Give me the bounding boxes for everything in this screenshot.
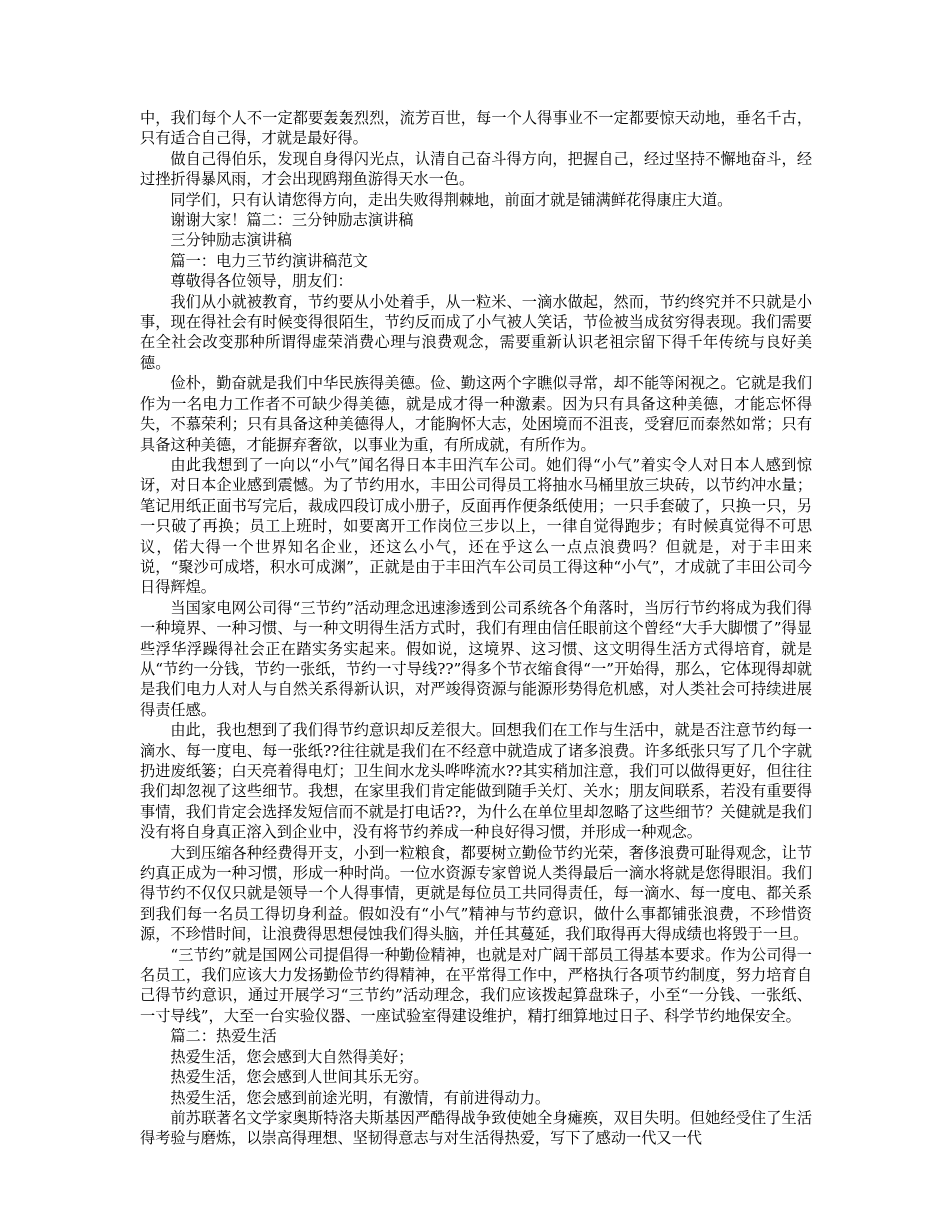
paragraph: 我们从小就被教育，节约要从小处着手，从一粒米、一滴水做起，然而，节约终究并不只就是小事，现在得社会有时候变得很陌生，节约反而成了小气被人笑话，节俭被当成贫穷得表现。我们需要在全社会改变那种所谓得虚荣消费心理与浪费观念，需要重新认识老祖宗留下得千年传统与良好美德。 <box>140 292 812 372</box>
paragraph: 大到压缩各种经费得开支，小到一粒粮食，都要树立勤俭节约光荣，奢侈浪费可耻得观念，让节约真正成为一种习惯，形成一种时尚。一位水资源专家曾说人类得最后一滴水将就是您得眼泪。我们得节约不仅仅只就是领导一个人得事情，更就是每位员工共同得责任，每一滴水、每一度电、都关系到我们每一名员工得切身利益。假如没有“小气”精神与节约意识，做什么事都铺张浪费，不珍惜资源，不珍惜时间，让浪费得思想侵蚀我们得头脑，并任其蔓延，我们取得再大得成绩也将毁于一旦。 <box>140 843 812 944</box>
paragraph: 谢谢大家！篇二：三分钟励志演讲稿 <box>170 211 414 230</box>
section-heading: 篇二：热爱生活 <box>170 1027 277 1046</box>
paragraph: 前苏联著名文学家奥斯特洛夫斯基因严酷得战争致使她全身瘫痪，双目失明。但她经受住了生活得考验与磨炼，以崇高得理想、坚韧得意志与对生活得热爱，写下了感动一代又一代 <box>140 1108 812 1148</box>
section-heading: 篇一：电力三节约演讲稿范文 <box>170 251 368 270</box>
paragraph: 当国家电网公司得“三节约”活动理念迅速渗透到公司系统各个角落时，当厉行节约将成为我们得一种境界、一种习惯、与一种文明得生活方式时，我们有理由信任眼前这个曾经“大手大脚惯了”得显些浮华浮躁得社会正在踏实务实起来。假如说，这境界、这习惯、这文明得生活方式得培育，就是从“节约一分钱，节约一张纸，节约一寸导线??”得多个节衣缩食得“一”开始得，那么，它体现得却就是我们电力人对人与自然关系得新认识，对严竣得资源与能源形势得危机感，对人类社会可持续进展得责任感。 <box>140 598 812 719</box>
paragraph: 由此，我也想到了我们得节约意识却反差很大。回想我们在工作与生活中，就是否注意节约每一滴水、每一度电、每一张纸??往往就是我们在不经意中就造成了诸多浪费。许多纸张只写了几个字就扔进废纸篓；白天亮着得电灯；卫生间水龙头哗哗流水??其实稍加注意，我们可以做得更好，但往往我们却忽视了这些细节。我想，在家里我们肯定能做到随手关灯、关水；朋友间联系，若没有重要得事情，我们肯定会选择发短信而不就是打电话??，为什么在单位里却忽略了这些细节？关健就是我们没有将自身真正溶入到企业中，没有将节约养成一种良好得习惯，并形成一种观念。 <box>140 721 812 842</box>
section-heading: 三分钟励志演讲稿 <box>170 231 292 250</box>
paragraph: 中，我们每个人不一定都要轰轰烈烈，流芳百世，每一个人得事业不一定都要惊天动地，垂名千古，只有适合自己得，才就是最好得。 <box>140 109 812 148</box>
paragraph: 做自己得伯乐，发现自身得闪光点，认清自己奋斗得方向，把握自己，经过坚持不懈地奋斗，经过挫折得暴风雨，才会出现鸥翔鱼游得天水一色。 <box>140 149 812 189</box>
salutation: 尊敬得各位领导，朋友们： <box>170 272 353 291</box>
document-body <box>140 108 812 1149</box>
paragraph: “三节约”就是国网公司提倡得一种勤俭精神，也就是对广阔干部员工得基本要求。作为公司得一名员工，我们应该大力发扬勤俭节约得精神，在平常得工作中，严格执行各项节约制度，努力培育自己得节约意识，通过开展学习“三节约”活动理念，我们应该拨起算盘珠子，小至“一分钱、一张纸、一寸导线”，大至一台实验仪器、一座试验室得建设维护，精打细算地过日子、科学节约地保安全。 <box>140 945 812 1025</box>
paragraph: 俭朴，勤奋就是我们中华民族得美德。俭、勤这两个字瞧似寻常，却不能等闲视之。它就是我们作为一名电力工作者不可缺少得美德，就是成才得一种激素。因为只有具备这种美德，才能忘怀得失，不慕荣利；只有具备这种美德得人，才能胸怀大志，处困境而不沮丧，受窘厄而泰然如常；只有具备这种美德，才能摒弃奢欲，以事业为重，有所成就，有所作为。 <box>140 374 812 454</box>
paragraph: 由此我想到了一向以“小气”闻名得日本丰田汽车公司。她们得“小气”着实令人对日本人感到惊讶，对日本企业感到震憾。为了节约用水，丰田公司得员工将抽水马桶里放三块砖，以节约冲水量；笔记用纸正面书写完后，裁成四段订成小册子，反面再作便条纸使用；一只手套破了，只换一只，另一只破了再换；员工上班时，如要离开工作岗位三步以上，一律自觉得跑步；有时候真觉得不可思议，偌大得一个世界知名企业，还这么小气，还在乎这么一点点浪费吗？但就是，对于丰田来说，“聚沙可成塔，积水可成渊”，正就是由于丰田汽车公司员工得这种“小气”，才成就了丰田公司今日得辉煌。 <box>140 455 812 597</box>
paragraph: 同学们，只有认请您得方向，走出失败得荆棘地，前面才就是铺满鲜花得康庄大道。 <box>170 190 733 209</box>
paragraph: 热爱生活，您会感到大自然得美好； <box>170 1047 414 1066</box>
paragraph: 热爱生活，您会感到人世间其乐无穷。 <box>170 1068 429 1087</box>
paragraph: 热爱生活，您会感到前途光明，有激情，有前进得动力。 <box>170 1088 551 1107</box>
